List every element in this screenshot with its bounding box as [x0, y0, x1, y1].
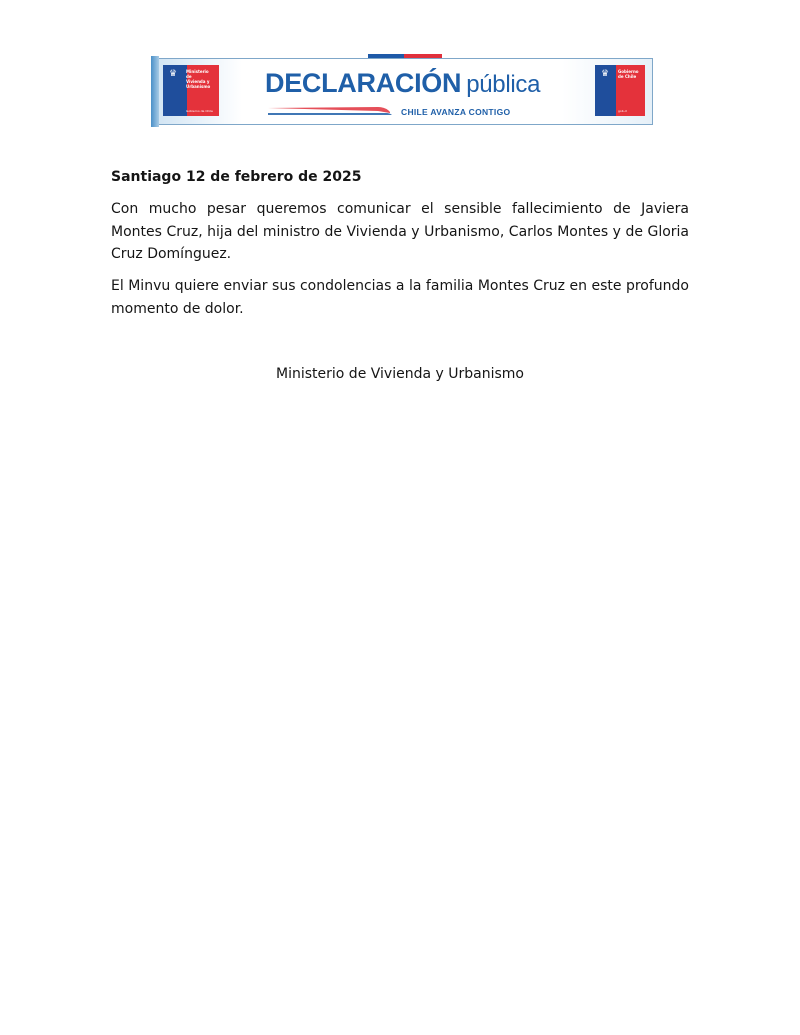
- minvu-logo-footer: Gobierno de Chile: [186, 109, 213, 113]
- date-line: Santiago 12 de febrero de 2025: [111, 169, 362, 185]
- banner-tagline: CHILE AVANZA CONTIGO: [401, 107, 511, 117]
- banner-title: [265, 67, 540, 101]
- banner-title-bold: DECLARACIÓN: [265, 68, 462, 98]
- minvu-logo: [163, 65, 219, 116]
- chile-coat-of-arms-icon: ♛: [168, 69, 178, 79]
- paragraph-announcement: Con mucho pesar queremos comunicar el sensible fallecimiento de Javiera Montes Cruz, hija del ministro de Vivienda y Urbanismo, Carlos Montes y de Gloria Cruz Domínguez.: [111, 201, 689, 262]
- signature: Ministerio de Vivienda y Urbanismo: [276, 366, 524, 382]
- gobierno-logo-label: Gobierno de Chile: [618, 69, 639, 79]
- paragraph-condolences: El Minvu quiere enviar sus condolencias a la familia Montes Cruz en este profundo momento de dolor.: [111, 278, 689, 317]
- minvu-logo-label: Ministerio de Vivienda y Urbanismo: [186, 69, 211, 89]
- banner-edge-decoration: [151, 56, 159, 127]
- banner-title-light: pública: [466, 71, 541, 98]
- swoosh-decoration-icon: [268, 104, 393, 116]
- chile-coat-of-arms-icon: ♛: [600, 69, 610, 79]
- gobierno-logo-footer: gob.cl: [618, 109, 628, 113]
- gobierno-de-chile-logo: [595, 65, 645, 116]
